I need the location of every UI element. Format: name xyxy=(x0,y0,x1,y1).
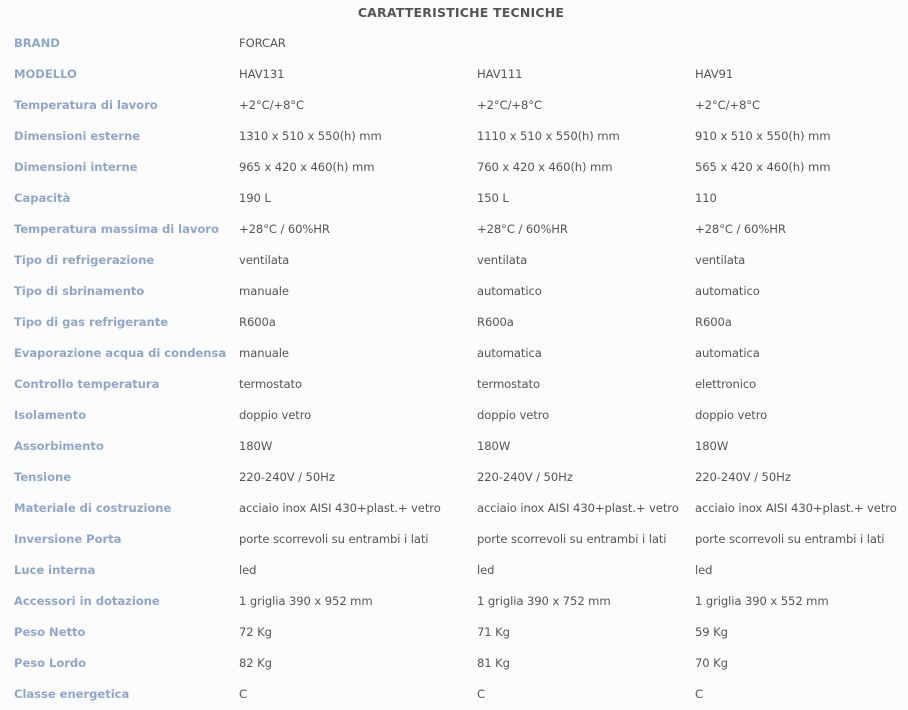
spec-label: Peso Netto xyxy=(14,625,86,639)
spec-value: R600a xyxy=(695,315,732,329)
spec-value: porte scorrevoli su entrambi i lati xyxy=(695,532,885,546)
table-row xyxy=(0,90,908,121)
spec-value: manuale xyxy=(239,284,289,298)
spec-value: 180W xyxy=(477,439,511,453)
spec-value: 81 Kg xyxy=(477,656,510,670)
spec-value: 1110 x 510 x 550(h) mm xyxy=(477,129,620,143)
spec-value: 910 x 510 x 550(h) mm xyxy=(695,129,831,143)
spec-label: Dimensioni esterne xyxy=(14,129,141,143)
spec-label: Capacità xyxy=(14,191,71,205)
spec-value: led xyxy=(477,563,495,577)
spec-value: termostato xyxy=(239,377,302,391)
spec-value: C xyxy=(239,687,247,701)
spec-value: R600a xyxy=(477,315,514,329)
spec-value: led xyxy=(239,563,257,577)
spec-value xyxy=(694,28,908,59)
spec-value: HAV111 xyxy=(477,67,523,81)
spec-value: +2°C/+8°C xyxy=(695,98,760,112)
spec-value: acciaio inox AISI 430+plast.+ vetro xyxy=(695,501,897,515)
spec-value: porte scorrevoli su entrambi i lati xyxy=(239,532,429,546)
specs-table xyxy=(0,28,908,710)
spec-value: porte scorrevoli su entrambi i lati xyxy=(477,532,667,546)
specs-table-body xyxy=(0,28,908,710)
table-row xyxy=(0,59,908,90)
table-row xyxy=(0,307,908,338)
spec-label: BRAND xyxy=(14,36,60,50)
spec-label: Isolamento xyxy=(14,408,87,422)
table-row xyxy=(0,338,908,369)
table-row xyxy=(0,369,908,400)
spec-value xyxy=(476,28,694,59)
table-row xyxy=(0,586,908,617)
spec-label: Luce interna xyxy=(14,563,96,577)
spec-label: Temperatura di lavoro xyxy=(14,98,158,112)
spec-value: ventilata xyxy=(477,253,528,267)
spec-value: HAV131 xyxy=(239,67,285,81)
table-row xyxy=(0,121,908,152)
spec-label: Materiale di costruzione xyxy=(14,501,172,515)
spec-value: ventilata xyxy=(239,253,290,267)
spec-value: 150 L xyxy=(477,191,509,205)
spec-label: Inversione Porta xyxy=(14,532,122,546)
spec-value: automatico xyxy=(477,284,542,298)
spec-label: Tipo di refrigerazione xyxy=(14,253,155,267)
spec-value: 1 griglia 390 x 552 mm xyxy=(695,594,829,608)
table-row xyxy=(0,400,908,431)
spec-label: Temperatura massima di lavoro xyxy=(14,222,219,236)
spec-label: Classe energetica xyxy=(14,687,130,701)
spec-label: Assorbimento xyxy=(14,439,104,453)
table-row xyxy=(0,214,908,245)
table-row xyxy=(0,648,908,679)
spec-value: FORCAR xyxy=(239,36,286,50)
spec-value: +28°C / 60%HR xyxy=(695,222,786,236)
spec-value: 72 Kg xyxy=(239,625,272,639)
spec-label: Evaporazione acqua di condensa xyxy=(14,346,227,360)
spec-value: 180W xyxy=(239,439,273,453)
spec-value: acciaio inox AISI 430+plast.+ vetro xyxy=(239,501,441,515)
spec-value: 70 Kg xyxy=(695,656,728,670)
spec-value: 71 Kg xyxy=(477,625,510,639)
table-row xyxy=(0,276,908,307)
spec-value: 220-240V / 50Hz xyxy=(477,470,573,484)
spec-label: Tipo di sbrinamento xyxy=(14,284,145,298)
spec-label: Accessori in dotazione xyxy=(14,594,160,608)
spec-value: 965 x 420 x 460(h) mm xyxy=(239,160,375,174)
table-row xyxy=(0,183,908,214)
spec-value: termostato xyxy=(477,377,540,391)
spec-value: R600a xyxy=(239,315,276,329)
spec-label: Dimensioni interne xyxy=(14,160,138,174)
spec-value: automatico xyxy=(695,284,760,298)
table-row xyxy=(0,524,908,555)
spec-value: 220-240V / 50Hz xyxy=(695,470,791,484)
spec-value: 1 griglia 390 x 752 mm xyxy=(477,594,611,608)
spec-value: acciaio inox AISI 430+plast.+ vetro xyxy=(477,501,679,515)
spec-value: +2°C/+8°C xyxy=(477,98,542,112)
spec-value: 110 xyxy=(695,191,717,205)
spec-label: Tensione xyxy=(14,470,72,484)
table-row xyxy=(0,431,908,462)
spec-label: MODELLO xyxy=(14,67,77,81)
spec-value: 82 Kg xyxy=(239,656,272,670)
spec-label: Tipo di gas refrigerante xyxy=(14,315,169,329)
spec-value: automatica xyxy=(695,346,760,360)
table-row xyxy=(0,555,908,586)
spec-label: Peso Lordo xyxy=(14,656,87,670)
spec-value: +28°C / 60%HR xyxy=(477,222,568,236)
table-row xyxy=(0,28,908,59)
table-row xyxy=(0,493,908,524)
spec-value: automatica xyxy=(477,346,542,360)
spec-value: doppio vetro xyxy=(477,408,550,422)
spec-value: 565 x 420 x 460(h) mm xyxy=(695,160,831,174)
table-row xyxy=(0,617,908,648)
spec-value: C xyxy=(477,687,485,701)
spec-value: HAV91 xyxy=(695,67,734,81)
spec-value: 760 x 420 x 460(h) mm xyxy=(477,160,613,174)
spec-value: 180W xyxy=(695,439,729,453)
spec-value: led xyxy=(695,563,713,577)
spec-value: 220-240V / 50Hz xyxy=(239,470,335,484)
spec-value: C xyxy=(695,687,703,701)
spec-value: doppio vetro xyxy=(695,408,768,422)
spec-value: 190 L xyxy=(239,191,271,205)
section-title: CARATTERISTICHE TECNICHE xyxy=(357,5,565,20)
table-row xyxy=(0,245,908,276)
table-row xyxy=(0,152,908,183)
table-row xyxy=(0,679,908,710)
spec-value: +2°C/+8°C xyxy=(239,98,304,112)
table-row xyxy=(0,462,908,493)
spec-value: 1310 x 510 x 550(h) mm xyxy=(239,129,382,143)
spec-value: 59 Kg xyxy=(695,625,728,639)
spec-value: elettronico xyxy=(695,377,757,391)
spec-value: +28°C / 60%HR xyxy=(239,222,330,236)
spec-value: ventilata xyxy=(695,253,746,267)
spec-value: manuale xyxy=(239,346,289,360)
spec-value: 1 griglia 390 x 952 mm xyxy=(239,594,373,608)
spec-value: doppio vetro xyxy=(239,408,312,422)
spec-label: Controllo temperatura xyxy=(14,377,160,391)
